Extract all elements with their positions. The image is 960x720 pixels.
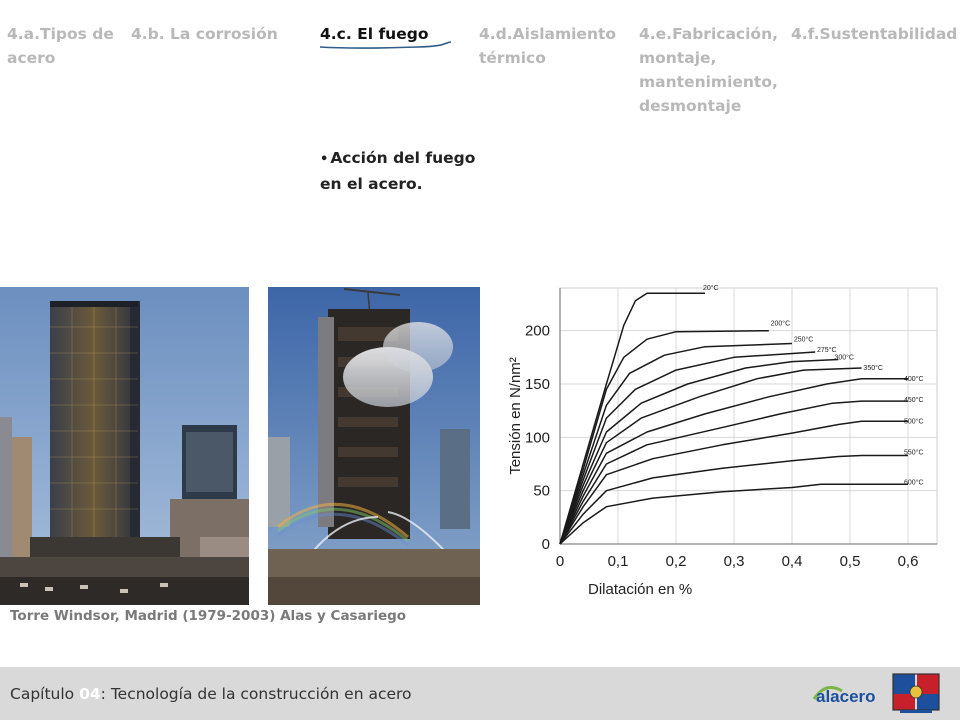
x-tick-label: 0,5 [839, 553, 861, 570]
series-label: 275°C [817, 347, 837, 354]
series-label: 500°C [904, 418, 924, 426]
x-axis-label: Dilatación en % [588, 581, 693, 598]
chapter-name: : Tecnología de la construcción en acero [100, 685, 412, 703]
y-tick-label: 200 [524, 322, 550, 340]
bullet-dot: • [320, 152, 329, 167]
tab-la-corrosion[interactable]: 4.b. La corrosión [131, 25, 278, 43]
series-label: 300°C [834, 354, 854, 362]
y-tick-label: 100 [524, 429, 550, 447]
x-tick-label: 0 [555, 553, 565, 570]
series-label: 20°C [702, 285, 719, 293]
x-tick-label: 0,2 [665, 553, 687, 570]
bullet-text: Acción del fuego en el acero. [320, 149, 476, 193]
x-tick-label: 0,3 [723, 553, 745, 570]
active-tab-underline [318, 40, 453, 52]
series-label: 250°C [793, 336, 814, 344]
stress-strain-chart [500, 280, 950, 605]
y-tick-label: 0 [541, 536, 550, 553]
series-label: 550°C [904, 449, 924, 457]
tab-el-fuego[interactable]: 4.c. El fuego [320, 25, 429, 43]
tab-sustentabilidad[interactable]: 4.f.Sustentabilidad [791, 25, 958, 43]
chapter-number: 04 [79, 685, 101, 703]
tab-fabricacion-montaje[interactable]: 4.e.Fabricación, montaje, mantenimiento, desmontaje [639, 25, 778, 115]
chapter-title [10, 685, 412, 703]
tab-aislamiento-termico[interactable]: 4.d.Aislamiento térmico [479, 25, 617, 67]
windsor-tower-photo [0, 287, 249, 605]
y-tick-label: 150 [524, 376, 550, 393]
windsor-tower-fire-photo [268, 287, 480, 605]
series-line [560, 352, 815, 544]
footer-bar [0, 667, 960, 720]
series-label: 200°C [770, 320, 791, 328]
y-axis-label: Tensión en N/nm² [507, 357, 524, 475]
alacero-logo-text: alacero [816, 687, 876, 705]
series-label: 400°C [904, 375, 924, 383]
bullet-point [320, 146, 490, 196]
alacero-logo[interactable] [812, 679, 884, 705]
plot-frame [560, 288, 937, 544]
series-label: 350°C [863, 365, 883, 373]
university-shield-logo[interactable] [890, 672, 942, 714]
series-label: 600°C [904, 479, 924, 487]
series-label: 450°C [904, 397, 924, 405]
chapter-prefix: Capítulo [10, 685, 80, 703]
x-tick-label: 0,4 [781, 553, 803, 570]
x-tick-label: 0,1 [607, 553, 629, 570]
tab-tipos-de-acero[interactable]: 4.a.Tipos de acero [7, 25, 114, 67]
x-tick-label: 0,6 [897, 553, 919, 570]
y-tick-label: 50 [533, 482, 550, 500]
photo-caption: Torre Windsor, Madrid (1979-2003) Alas y Casariego [10, 608, 407, 624]
